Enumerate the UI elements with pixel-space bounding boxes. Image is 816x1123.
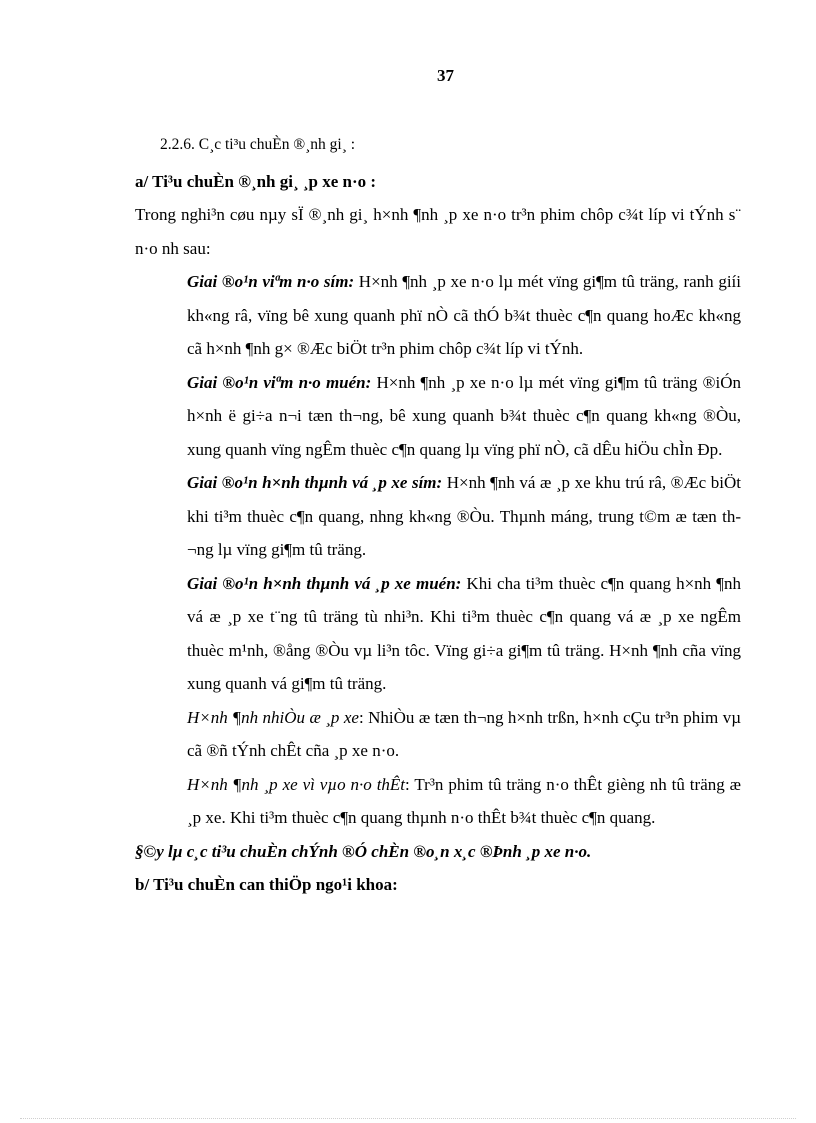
part-a-heading: a/ Ti³u chuÈn ®¸nh gi¸ ¸p xe n·o : [135, 171, 377, 191]
part-a-summary: §©y lµ c¸c ti³u chuÈn chÝnh ®Ó chÈn ®o¸n x¸c ®Þnh ¸p xe n·o. [135, 841, 592, 861]
criterion-term: Giai ®o¹n h×nh thµnh vá ¸p xe muén: [187, 573, 462, 593]
part-b-heading: b/ Ti³u chuÈn can thiÖp ngo¹i khoa: [135, 875, 398, 894]
criterion-text: Khi cha ti³m thuèc c¶n quang h×nh ¶nh vá æ ¸p xe t¨ng tû träng tù nhi³n. Khi ti³m thuèc c¶n quang vá æ ¸p xe ngÊm thuèc m¹nh, ®ång ®Òu vµ li³n tôc. Vïng gi÷a gi¶m tû träng. H×nh ¶nh cña vïng xung quanh vá gi¶m tû träng. [187, 573, 741, 693]
criterion-early-capsule [135, 466, 741, 567]
criterion-multiple-abscess [135, 701, 741, 768]
page-number: 37 [437, 66, 454, 85]
document-body [135, 128, 741, 902]
criterion-ventricular-rupture [135, 768, 741, 835]
criterion-early-cerebritis [135, 265, 741, 366]
criterion-term: H×nh ¶nh ¸p xe vì vµo n·o thÊt [187, 774, 406, 794]
criterion-text: : Tr³n phim tû träng n·o thÊt gièng nh tû träng æ ¸p xe. Khi ti³m thuèc c¶n quang thµnh n·o thÊt b¾t thuèc c¶n quang. [187, 774, 741, 827]
criterion-late-capsule [135, 567, 741, 701]
section-heading: 2.2.6. C¸c ti³u chuÈn ®¸nh gi¸ : [160, 136, 356, 153]
criterion-late-cerebritis [135, 366, 741, 467]
part-a-intro: Trong nghi³n cøu nµy sÏ ®¸nh gi¸ h×nh ¶nh ¸p xe n·o tr³n phim chôp c¾t líp vi tÝnh s¨ n·o nh sau: [135, 205, 741, 258]
criterion-term: Giai ®o¹n viªm n·o muén: [187, 372, 372, 392]
criterion-text: H×nh ¶nh vá æ ¸p xe khu trú râ, ®Æc biÖt khi ti³m thuèc c¶n quang, nhng kh«ng ®Òu. Thµnh máng, trung t©m æ tæn th¬ng lµ vïng gi¶m tû träng. [187, 473, 741, 559]
page-bottom-divider [20, 1118, 796, 1119]
criterion-term: H×nh ¶nh nhiÒu æ ¸p xe [187, 707, 359, 727]
criterion-term: Giai ®o¹n viªm n·o sím: [187, 272, 355, 291]
criterion-text: H×nh ¶nh ¸p xe n·o lµ mét vïng gi¶m tû träng, ranh giíi kh«ng râ, vïng bê xung quanh phï nÒ cã thÓ b¾t thuèc c¶n quang hoÆc kh«ng cã h×nh ¶nh g× ®Æc biÖt tr³n phim chôp c¾t líp vi tÝnh. [187, 272, 741, 358]
criterion-text: : NhiÒu æ tæn th¬ng h×nh trßn, h×nh cÇu tr³n phim vµ cã ®ñ tÝnh chÊt cña ¸p xe n·o. [187, 707, 741, 760]
criterion-term: Giai ®o¹n h×nh thµnh vá ¸p xe sím: [187, 473, 443, 492]
criterion-text: H×nh ¶nh ¸p xe n·o lµ mét vïng gi¶m tû träng ®iÓn h×nh ë gi÷a n¬i tæn th¬ng, bê xung quanh b¾t thuèc c¶n quang kh«ng ®Òu, xung quanh vïng ngÊm thuèc c¶n quang lµ vïng phï nÒ, cã dÊu hiÖu chÌn Ðp. [187, 372, 741, 459]
